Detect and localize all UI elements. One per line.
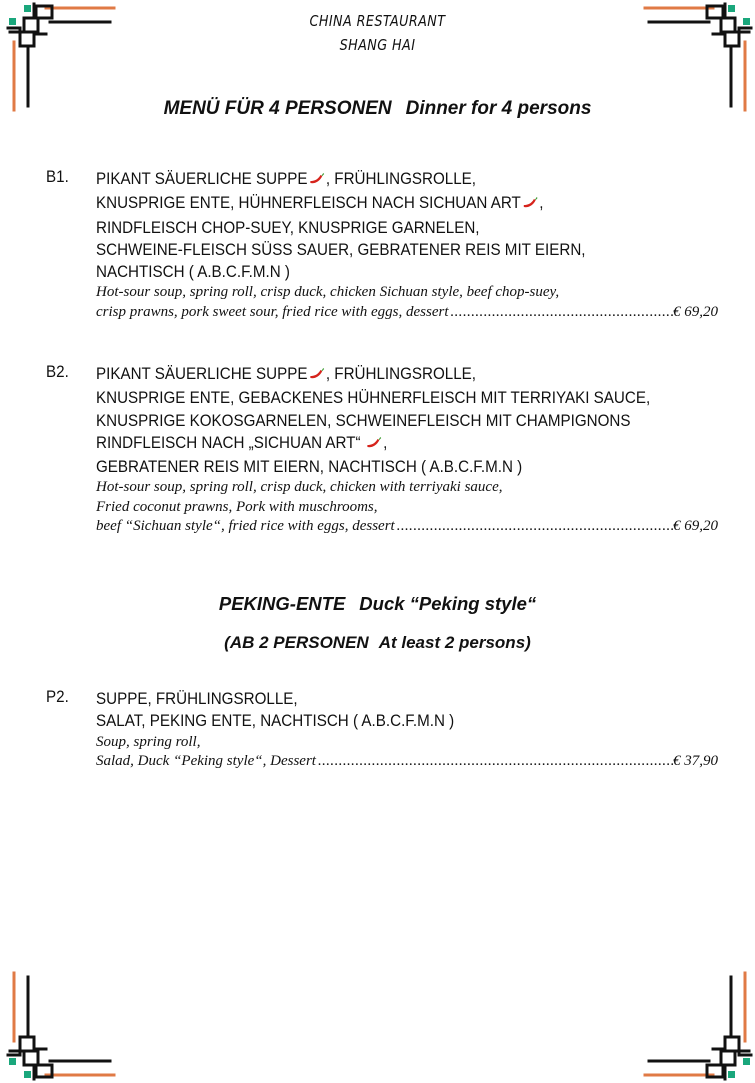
peking-heading-en: Duck “Peking style“ [359, 593, 537, 614]
item-body [96, 168, 718, 322]
item-de-text: , [383, 433, 388, 452]
item-de-text: SALAT, PEKING ENTE, NACHTISCH ( A.B.C.F.M.N ) [96, 712, 455, 731]
corner-ornament-bottom-left-icon [6, 969, 118, 1081]
item-de-line [96, 239, 668, 261]
item-de-text: PIKANT SÄUERLICHE SUPPE [96, 365, 308, 383]
item-description-en [96, 283, 718, 303]
item-de-text: , FRÜHLINGSROLLE, [325, 170, 477, 188]
peking-subheading-en: At least 2 persons) [378, 633, 531, 652]
item-de-text: NACHTISCH ( A.B.C.F.M.N ) [96, 263, 290, 282]
item-body [96, 363, 718, 537]
item-de-line [96, 217, 668, 239]
chili-pepper-icon [522, 194, 539, 216]
item-price-line [96, 303, 718, 323]
item-en-last-line: Salad, Duck “Peking style“, Dessert [96, 753, 316, 770]
item-price-line [96, 752, 718, 772]
menu-heading [0, 98, 755, 120]
dot-leader [397, 517, 673, 537]
dot-leader [451, 303, 674, 323]
item-de-text: KNUSPRIGE ENTE, HÜHNERFLEISCH NACH SICHUAN ART [96, 194, 521, 213]
item-de-text: KNUSPRIGE ENTE, GEBACKENES HÜHNERFLEISCH MIT TERRIYAKI SAUCE, [96, 389, 651, 408]
item-price: € 37,90 [673, 753, 718, 770]
item-de-text: , FRÜHLINGSROLLE, [325, 365, 477, 383]
item-de-line [96, 192, 668, 216]
dot-leader [318, 752, 673, 772]
item-de-text: SUPPE, FRÜHLINGSROLLE, [96, 690, 298, 708]
item-en-line: Hot-sour soup, spring roll, crisp duck, chicken with terriyaki sauce, [96, 479, 503, 496]
chili-pepper-icon [366, 434, 383, 456]
item-de-line [96, 432, 668, 456]
item-description-de [96, 363, 718, 478]
item-price-line [96, 517, 718, 537]
item-code: B1. [46, 168, 69, 186]
menu-heading-en: Dinner for 4 persons [405, 98, 592, 119]
item-de-text: RINDFLEISCH CHOP-SUEY, KNUSPRIGE GARNELEN, [96, 218, 480, 237]
item-de-text: RINDFLEISCH NACH „SICHUAN ART“ [96, 433, 365, 452]
item-description-en [96, 733, 718, 753]
item-de-line [96, 710, 668, 732]
item-code: B2. [46, 363, 69, 381]
peking-heading [0, 593, 755, 615]
item-de-text: , [539, 194, 544, 213]
chili-pepper-icon [308, 365, 325, 387]
corner-ornament-bottom-right-icon [641, 969, 753, 1081]
item-de-line [96, 387, 668, 409]
restaurant-name-line-2: SHANG HAI [339, 36, 416, 54]
item-description-de [96, 688, 718, 733]
item-body [96, 688, 718, 772]
restaurant-name-line-1: CHINA RESTAURANT [309, 12, 446, 30]
menu-heading-de: MENÜ FÜR 4 PERSONEN [163, 98, 392, 119]
item-description-de [96, 168, 718, 283]
item-de-text: PIKANT SÄUERLICHE SUPPE [96, 170, 308, 188]
item-de-line [96, 456, 668, 478]
item-price: € 69,20 [673, 518, 718, 535]
item-de-line [96, 688, 668, 710]
item-en-line: Hot-sour soup, spring roll, crisp duck, chicken Sichuan style, beef chop-suey, [96, 284, 560, 301]
item-en-last-line: beef “Sichuan style“, fried rice with eggs, dessert [96, 518, 395, 535]
peking-subheading-de: (AB 2 PERSONEN [224, 633, 369, 652]
item-de-line [96, 363, 668, 387]
item-de-text: KNUSPRIGE KOKOSGARNELEN, SCHWEINEFLEISCH MIT CHAMPIGNONS [96, 411, 631, 430]
item-price: € 69,20 [673, 303, 718, 320]
peking-subheading [0, 633, 755, 653]
chili-pepper-icon [308, 170, 325, 192]
item-de-text: GEBRATENER REIS MIT EIERN, NACHTISCH ( A.B.C.F.M.N ) [96, 458, 523, 477]
item-en-line: Soup, spring roll, [96, 733, 201, 750]
peking-heading-de: PEKING-ENTE [218, 593, 346, 614]
item-de-line [96, 168, 668, 192]
item-en-last-line: crisp prawns, pork sweet sour, fried rice with eggs, dessert [96, 303, 449, 320]
item-en-line: Fried coconut prawns, Pork with muschrooms, [96, 498, 378, 515]
item-de-text: SCHWEINE-FLEISCH SÜSS SAUER, GEBRATENER REIS MIT EIERN, [96, 240, 586, 259]
item-description-en [96, 478, 718, 517]
item-de-line [96, 261, 668, 283]
item-de-line [96, 410, 668, 432]
item-code: P2. [46, 688, 69, 706]
